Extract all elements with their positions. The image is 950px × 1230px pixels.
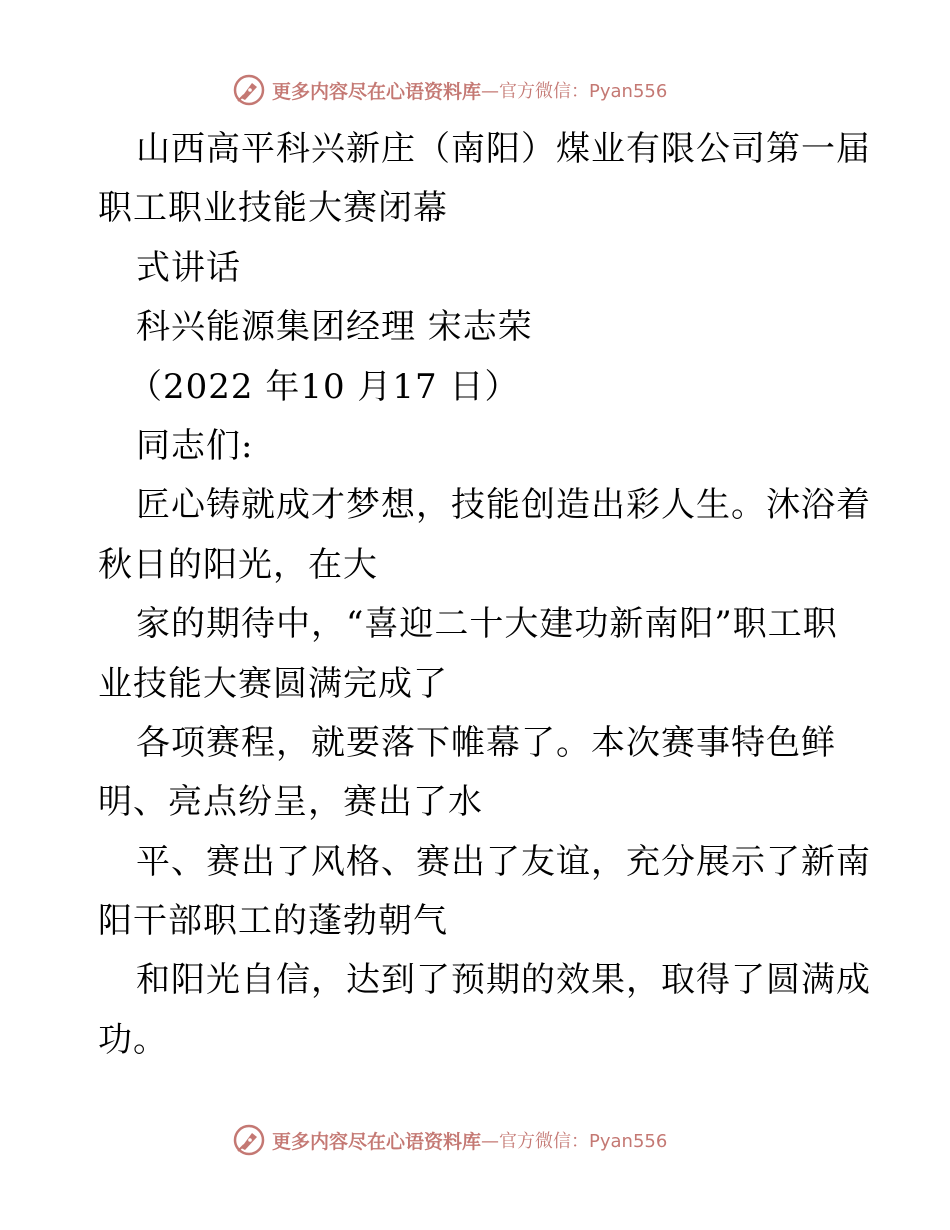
doc-paragraph-line: 阳干部职工的蓬勃朝气	[98, 901, 448, 942]
doc-title-line-1: 山西高平科兴新庄（南阳）煤业有限公司第一届	[136, 129, 871, 169]
watermark-main-text: 更多内容尽在心语资料库	[272, 80, 482, 103]
doc-title-line-3: 式讲话	[136, 247, 241, 288]
doc-paragraph-line: 匠心铸就成才梦想，技能创造出彩人生。沐浴着	[136, 485, 871, 526]
doc-speaker: 科兴能源集团经理 宋志荣	[136, 307, 533, 348]
doc-paragraph-line: 和阳光自信，达到了预期的效果，取得了圆满成	[136, 960, 871, 1001]
doc-paragraph-line: 业技能大赛圆满完成了	[98, 663, 448, 704]
pen-nib-icon	[232, 1123, 266, 1157]
watermark-contact-text: —官方微信：Pyan556	[481, 81, 668, 102]
watermark-contact-text: —官方微信：Pyan556	[481, 1131, 668, 1152]
doc-paragraph-line: 秋日的阳光，在大	[98, 544, 378, 585]
doc-paragraph-line: 功。	[98, 1019, 168, 1060]
doc-paragraph-line: 平、赛出了风格、赛出了友谊，充分展示了新南	[136, 841, 871, 882]
pen-nib-icon	[232, 73, 266, 107]
doc-title-line-2: 职工职业技能大赛闭幕	[98, 188, 448, 229]
doc-date: （2022 年10 月17 日）	[128, 366, 520, 407]
header-watermark	[232, 72, 667, 108]
doc-paragraph-line: 各项赛程，就要落下帷幕了。本次赛事特色鲜	[136, 722, 836, 763]
doc-paragraph-line: 明、亮点纷呈，赛出了水	[98, 782, 483, 823]
footer-watermark	[232, 1122, 667, 1158]
doc-salutation: 同志们:	[136, 425, 254, 466]
watermark-main-text: 更多内容尽在心语资料库	[272, 1130, 482, 1153]
document-body	[98, 120, 871, 1070]
doc-paragraph-line: 家的期待中，“喜迎二十大建功新南阳”职工职	[136, 604, 838, 645]
